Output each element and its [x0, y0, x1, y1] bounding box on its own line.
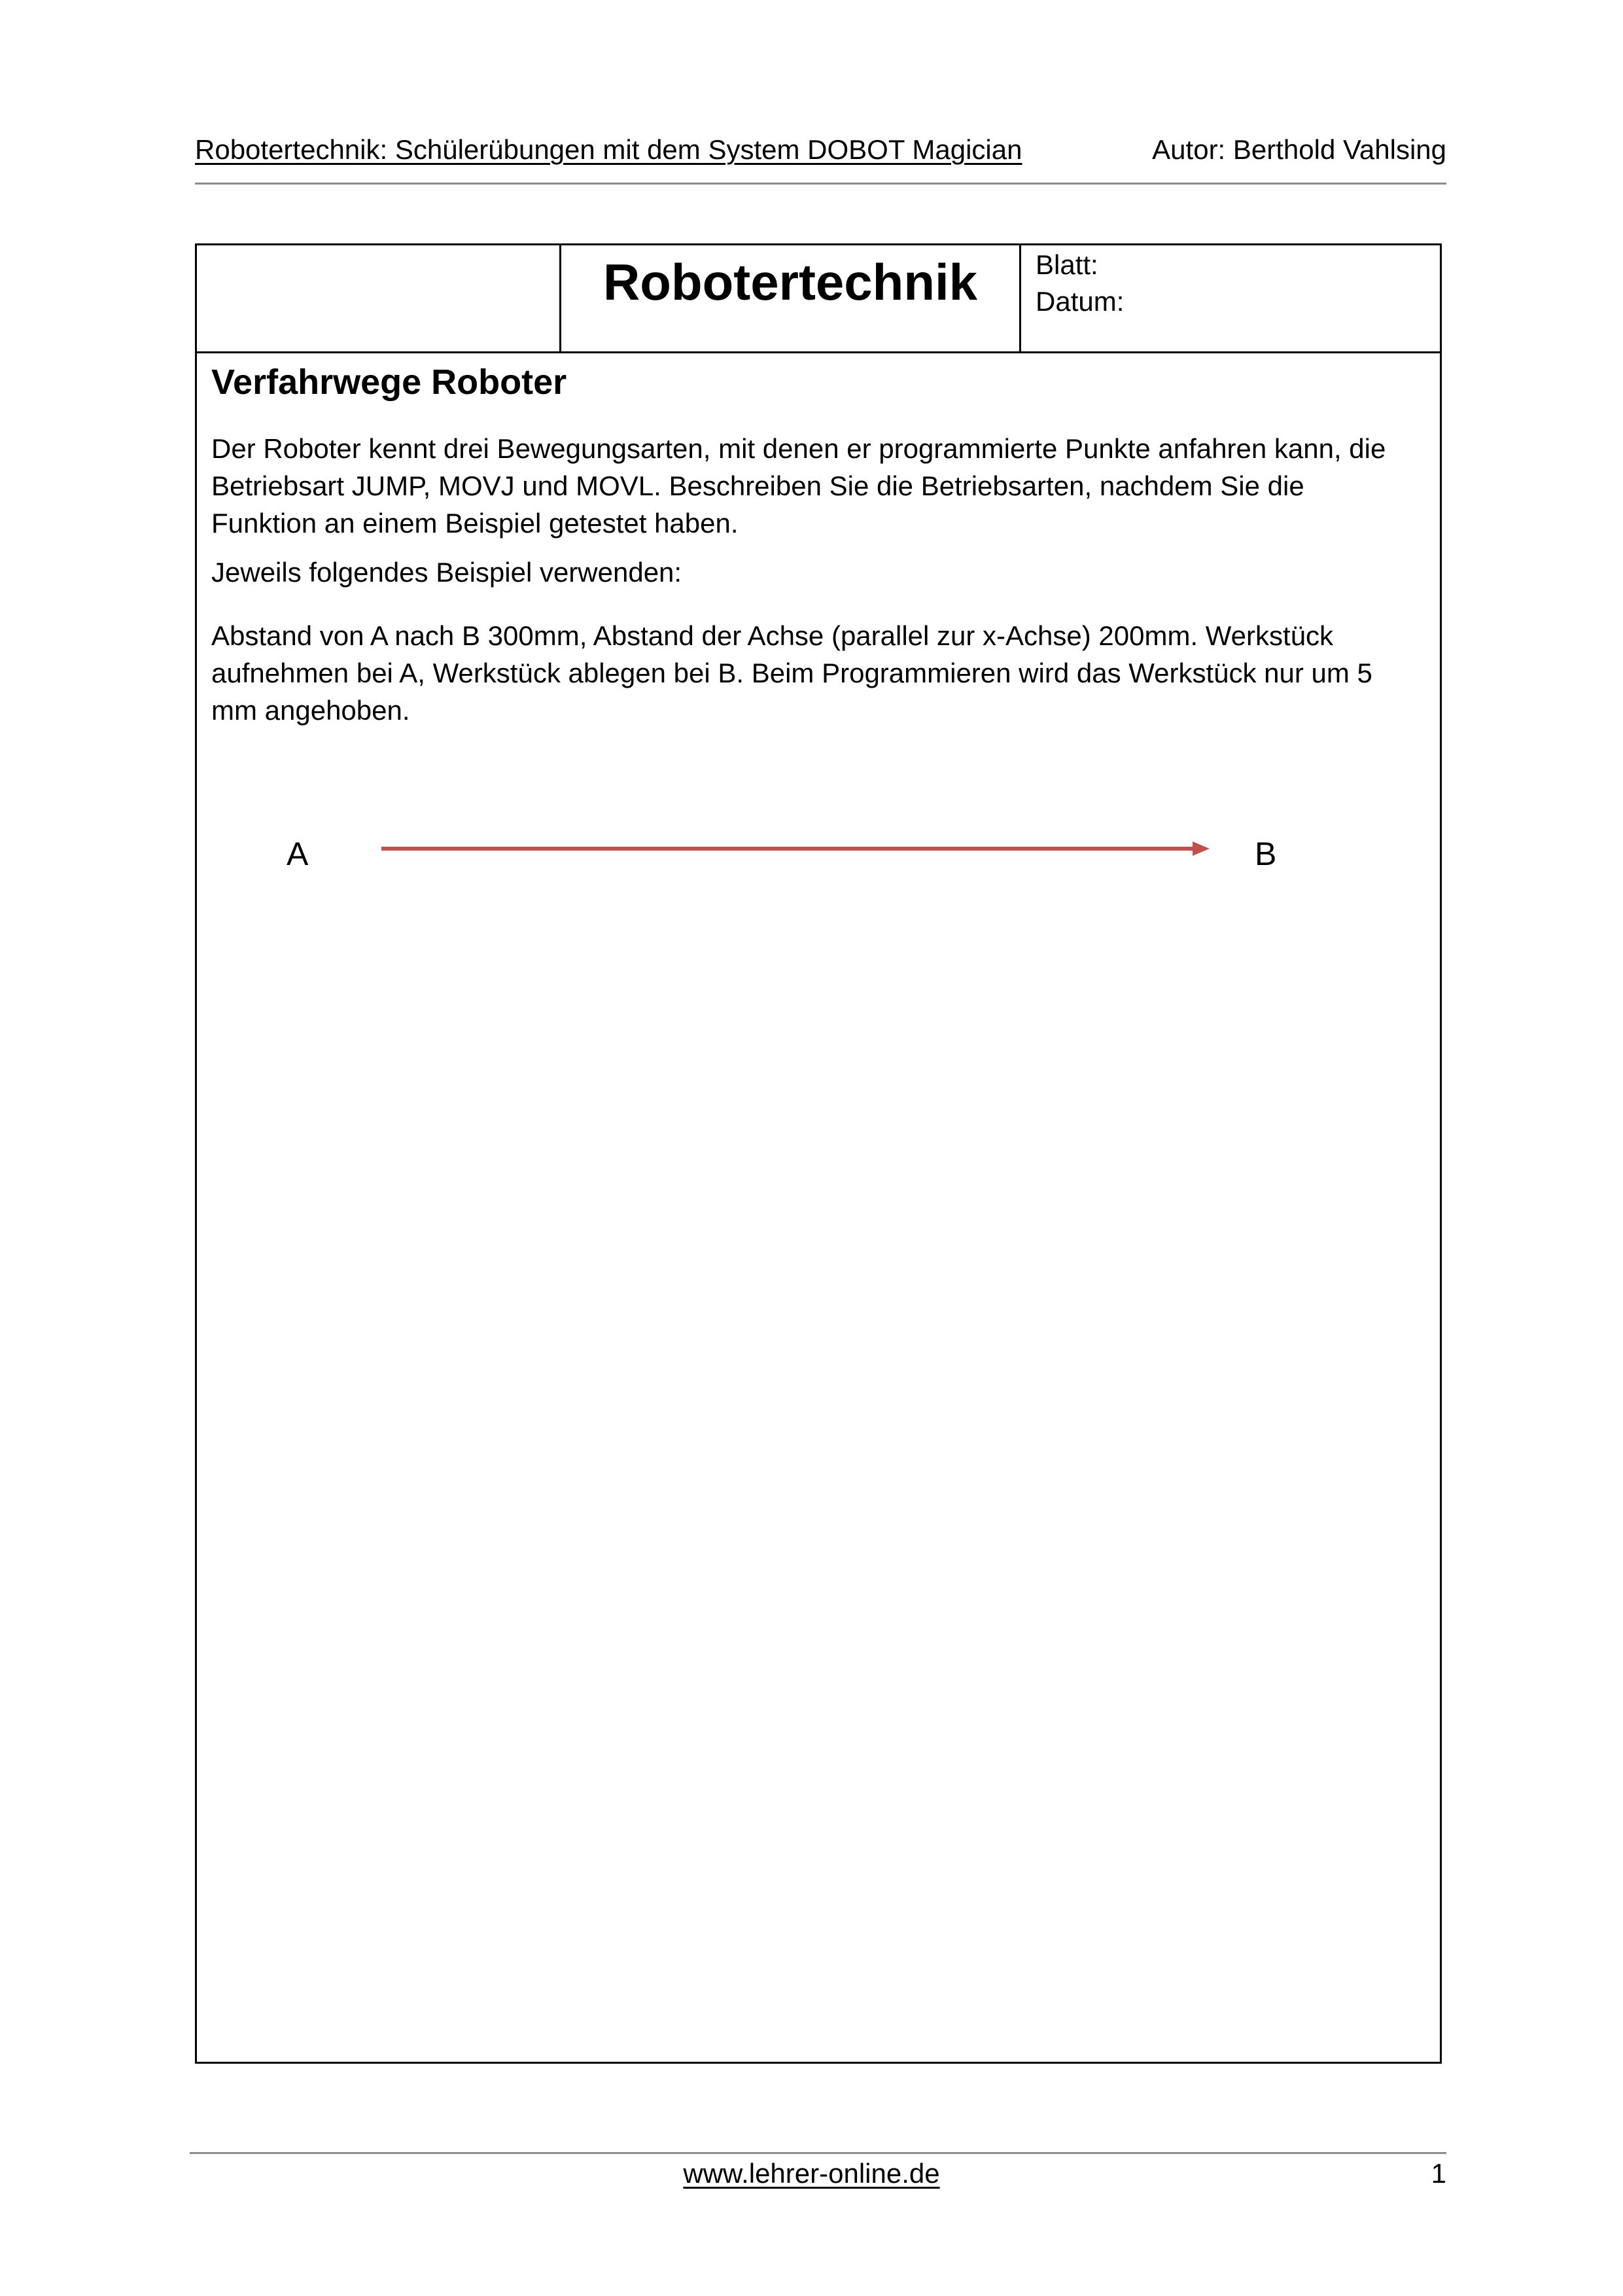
worksheet-header-empty-cell [197, 245, 561, 351]
worksheet-frame [195, 243, 1442, 2064]
datum-label: Datum: [1036, 286, 1125, 317]
worksheet-header-subject-cell [561, 245, 1021, 351]
task-description-paragraph: Der Roboter kennt drei Bewegungsarten, mit denen er programmierte Punkte anfahren kann, die Betriebsart JUMP, MOVJ und MOVL. Beschreiben Sie die Betriebsarten, nachdem Sie die Funktion an einem Beispiel getestet haben. [211, 433, 1386, 539]
point-b-label: B [1255, 836, 1277, 872]
page-number: 1 [1431, 2158, 1446, 2189]
point-a-label: A [287, 836, 309, 872]
worksheet-header-row [197, 245, 1440, 353]
header-author: Autor: Berthold Vahlsing [1152, 134, 1446, 165]
worksheet-header-meta-cell [1021, 245, 1440, 351]
motion-path-diagram [197, 353, 1440, 2062]
footer-divider [190, 2152, 1446, 2154]
section-title: Verfahrwege Roboter [211, 362, 567, 402]
header-divider [195, 183, 1446, 185]
motion-path-arrow-head [1193, 841, 1210, 856]
worksheet-subject: Robotertechnik [602, 253, 978, 311]
page-header [195, 134, 1446, 181]
footer-link[interactable]: www.lehrer-online.de [683, 2158, 940, 2189]
example-intro-paragraph: Jeweils folgendes Beispiel verwenden: [211, 557, 682, 588]
worksheet-body [197, 353, 1440, 2062]
header-title: Robotertechnik: Schülerübungen mit dem System DOBOT Magician [195, 134, 1022, 165]
blatt-label: Blatt: [1036, 249, 1098, 280]
example-details-paragraph: Abstand von A nach B 300mm, Abstand der Achse (parallel zur x-Achse) 200mm. Werkstück aufnehmen bei A, Werkstück ablegen bei B. Beim Programmieren wird das Werkstück nur um 5 mm angehoben. [211, 620, 1372, 726]
